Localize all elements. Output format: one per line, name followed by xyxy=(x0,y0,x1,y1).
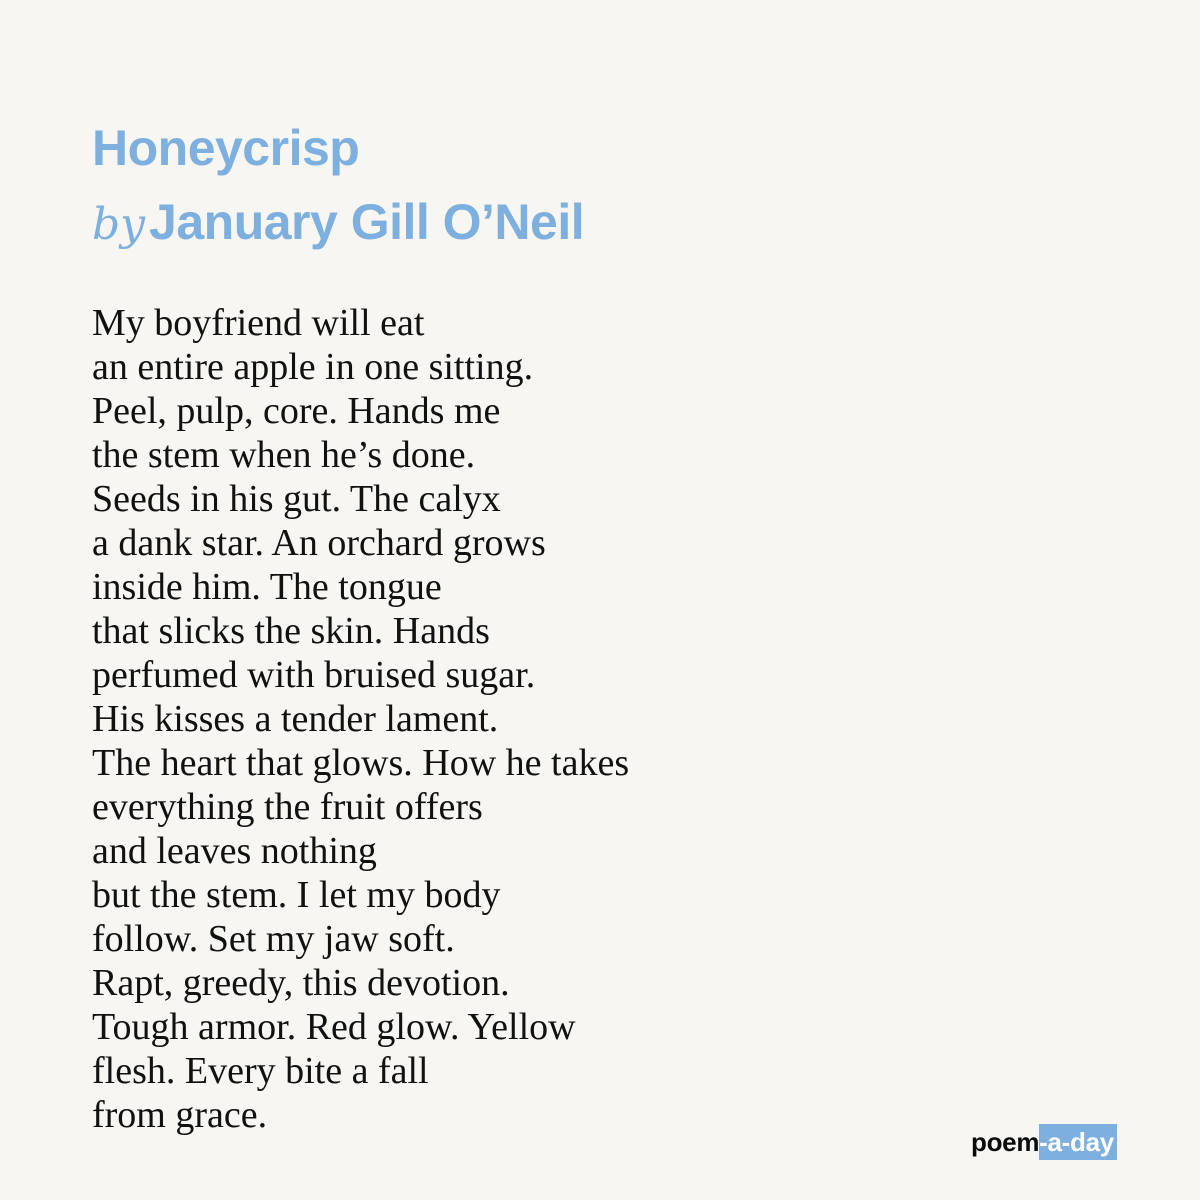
poem-title: Honeycrisp xyxy=(92,120,360,176)
poem-line: perfumed with bruised sugar. xyxy=(92,654,536,696)
poem-line: flesh. Every bite a fall xyxy=(92,1050,429,1092)
logo-text-a-day: -a-day xyxy=(1039,1124,1117,1160)
by-label: by xyxy=(92,199,146,250)
poem-line: Seeds in his gut. The calyx xyxy=(92,478,501,520)
poem-line: that slicks the skin. Hands xyxy=(92,610,490,652)
poem-line: a dank star. An orchard grows xyxy=(92,522,546,564)
logo-text-poem: poem xyxy=(971,1127,1040,1157)
poem-line: the stem when he’s done. xyxy=(92,434,476,476)
byline xyxy=(92,190,584,267)
poem-line: everything the fruit offers xyxy=(92,786,483,828)
poem-line: Rapt, greedy, this devotion. xyxy=(92,962,510,1004)
poem-line: My boyfriend will eat xyxy=(92,302,425,344)
author-name: January Gill O’Neil xyxy=(149,194,585,250)
poem-line: and leaves nothing xyxy=(92,830,377,872)
poem-line: an entire apple in one sitting. xyxy=(92,346,534,388)
poem-line: but the stem. I let my body xyxy=(92,874,501,916)
poem-body xyxy=(92,301,629,1137)
poem-line: Peel, pulp, core. Hands me xyxy=(92,390,501,432)
poem-line: His kisses a tender lament. xyxy=(92,698,499,740)
poem-line: The heart that glows. How he takes xyxy=(92,742,630,784)
poem-a-day-logo xyxy=(971,1124,1117,1160)
poem-line: inside him. The tongue xyxy=(92,566,442,608)
poem-line: follow. Set my jaw soft. xyxy=(92,918,455,960)
poem-line: from grace. xyxy=(92,1094,268,1136)
poem-line: Tough armor. Red glow. Yellow xyxy=(92,1006,576,1048)
